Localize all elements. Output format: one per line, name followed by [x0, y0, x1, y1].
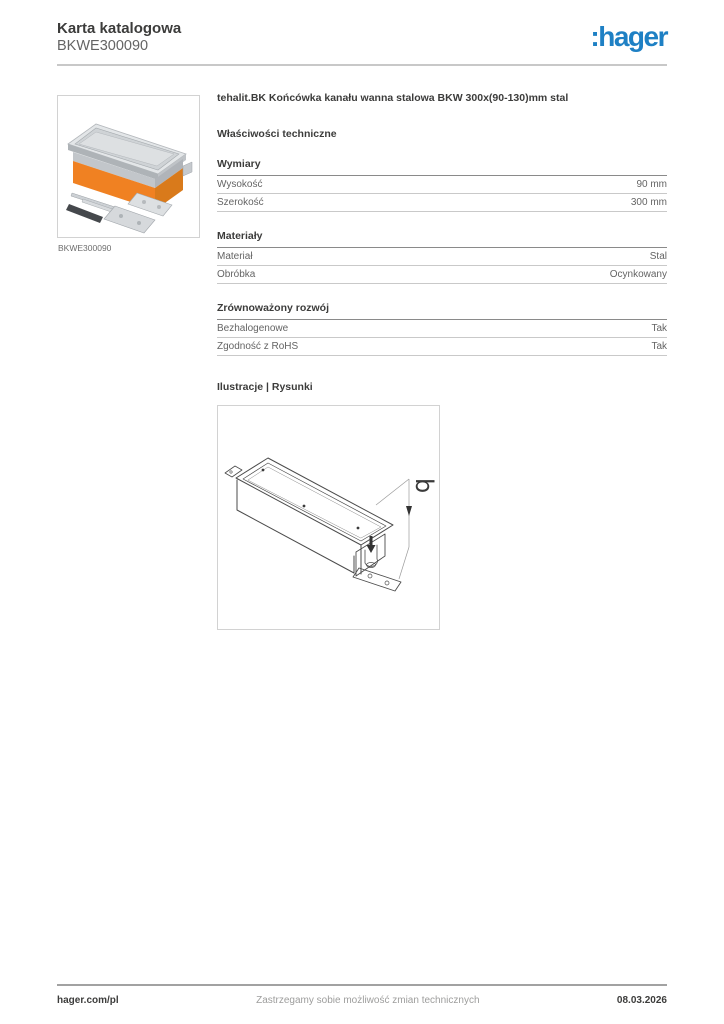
spec-row: [217, 194, 667, 212]
spec-value: 300 mm: [630, 197, 667, 208]
product-photo-caption: BKWE300090: [58, 243, 112, 253]
spec-label: Szerokość: [217, 197, 264, 208]
spec-group-title: Zrównoważony rozwój: [217, 302, 667, 320]
spec-value: Ocynkowany: [609, 269, 667, 280]
footer-date: 08.03.2026: [616, 995, 667, 1006]
spec-label: Zgodność z RoHS: [217, 341, 299, 352]
spec-group-materials: [217, 230, 667, 284]
spec-label: Materiał: [217, 251, 253, 262]
product-photo: [58, 96, 199, 237]
page-title: Karta katalogowa: [57, 20, 182, 37]
spec-value: Stal: [649, 251, 667, 262]
footer-disclaimer: Zastrzegamy sobie możliwość zmian technicznych: [256, 995, 480, 1006]
spec-group-title: Wymiary: [217, 158, 667, 176]
spec-value: Tak: [651, 323, 667, 334]
technical-drawing: [218, 406, 439, 629]
spec-label: Obróbka: [217, 269, 256, 280]
dimension-label-b: b: [410, 478, 438, 494]
spec-row: [217, 266, 667, 284]
footer-divider: [57, 984, 667, 986]
spec-row: [217, 248, 667, 266]
spec-group-title: Materiały: [217, 230, 667, 248]
technical-drawing-frame: [217, 405, 440, 630]
hager-logo: :hager: [590, 21, 667, 52]
spec-group-sustainability: [217, 302, 667, 356]
spec-label: Bezhalogenowe: [217, 323, 289, 334]
header-divider: [57, 64, 667, 66]
footer: [57, 995, 667, 1006]
spec-value: 90 mm: [636, 179, 667, 190]
properties-section-title: Właściwości techniczne: [217, 128, 337, 140]
details-column: [217, 92, 667, 630]
spec-row: [217, 176, 667, 194]
footer-website-link[interactable]: hager.com/pl: [57, 995, 119, 1006]
illustrations-section-title: Ilustracje | Rysunki: [217, 381, 313, 393]
product-photo-frame: [57, 95, 200, 238]
spec-value: Tak: [651, 341, 667, 352]
spec-row: [217, 338, 667, 356]
spec-row: [217, 320, 667, 338]
product-code: BKWE300090: [57, 38, 149, 54]
spec-label: Wysokość: [217, 179, 263, 190]
product-name: tehalit.BK Końcówka kanału wanna stalowa BKW 300x(90-130)mm stal: [217, 92, 569, 104]
spec-group-dimensions: [217, 158, 667, 212]
